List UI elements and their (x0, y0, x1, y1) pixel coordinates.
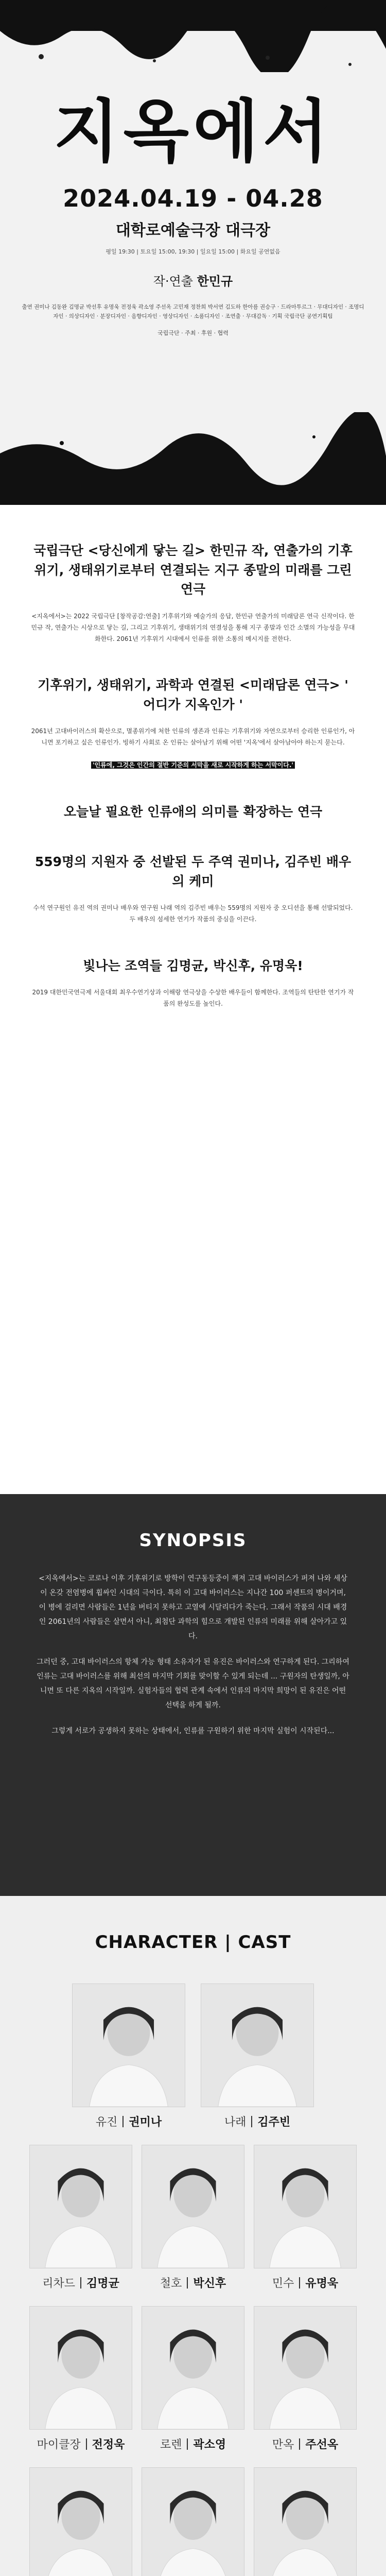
cast-role: 민수 (272, 2277, 294, 2290)
cast-separator (299, 2277, 300, 2289)
intro-body-2: 2061년 고대바이러스의 확산으로, 멸종위기에 처한 인류의 생존과 인류는 기후위기와 자연으로부터 승리한 인류인가, 아니면 포기하고 싶은 인류인가. 빙하기 사회로 온 인류는 살아남기 위해 어떤 '지옥'에서 살아남아야 하는지 묻는다. (31, 727, 355, 747)
cast-row (0, 2145, 386, 2291)
cast-photo (72, 1984, 185, 2107)
show-schedule: 평일 19:30 | 토요일 15:00, 19:30 | 일요일 15:00 | 화요일 공연없음 (106, 248, 280, 255)
cast-photo (29, 2145, 132, 2268)
portrait-placeholder-icon (254, 2307, 356, 2429)
portrait-placeholder-icon (30, 2307, 132, 2429)
cast-role: 리차드 (42, 2277, 75, 2290)
cast-photo (29, 2306, 132, 2430)
synopsis-section (0, 1494, 386, 1896)
cast-row (0, 2306, 386, 2452)
cast-separator (122, 2116, 124, 2127)
hero-credits: 출연 권미나 김동완 김명균 박선후 유명욱 전정욱 곽소영 주선옥 고민재 정찬희 박서연 김도하 한아름 권승구 · 드라마투르그 · 무대디자인 · 조명디자인 · 의상디자인 · 분장디자인 · 음향디자인 · 영상디자인 · 소품디자인 · 조연출 · 무대감독 · 기획 국립극단 공연기획팀 (22, 304, 364, 320)
cast-label (142, 2275, 244, 2291)
intro-body-5: 2019 대한민국연극제 서울대회 최우수연기상과 이해랑 연극상을 수상한 배우들이 함께한다. 조역들의 탄탄한 연기가 작품의 완성도를 높인다. (32, 989, 354, 1008)
cast-photo (29, 2467, 132, 2576)
portrait-placeholder-icon (142, 2145, 244, 2268)
director-line (0, 271, 386, 289)
cast-actor: 주선옥 (305, 2438, 339, 2451)
cast-role: 나래 (224, 2116, 247, 2129)
portrait-placeholder-icon (254, 2468, 356, 2576)
cast-card (201, 1984, 314, 2129)
cast-photo (142, 2306, 244, 2430)
portrait-placeholder-icon (142, 2307, 244, 2429)
cast-actor: 박신후 (193, 2277, 226, 2290)
intro-quote-highlight: '인류에, 그것은 인간의 절반 기준의 서막을 새로 시작하게 하는 서막이다.' (91, 761, 295, 769)
grunge-bottom-decoration (0, 412, 386, 505)
cast-card (142, 2145, 244, 2291)
portrait-placeholder-icon (73, 1984, 185, 2107)
cast-actor: 유명욱 (305, 2277, 339, 2290)
cast-photo (201, 1984, 314, 2107)
cast-card (254, 2467, 357, 2576)
cast-photo (254, 2306, 357, 2430)
cast-label (29, 2275, 132, 2291)
cast-photo (142, 2467, 244, 2576)
cast-separator (80, 2277, 81, 2289)
intro-block-3 (0, 802, 386, 822)
synopsis-paragraph-1: <지옥에서>는 코로나 이후 기후위기로 방학이 연구동등중이 깨져 고대 바이러스가 퍼져 나와 세상이 온갖 전염병에 휩싸인 시대의 극이다. 특히 이 고대 바이러스는 지나간 100 퍼센트의 병이거며, 이 병에 걸리면 사람들은 1년을 버티지 못하고 고열에 시달리다가 죽는다. 그래서 작품의 시대 배경인 2061년의 사람들은 살면서 아니, 최첨단 과학의 힘으로 개발된 인류의 미래를 위해 살아가고 있다. (39, 1574, 347, 1640)
intro-body-1: <지옥에서>는 2022 국립극단 [창작공감:연출] 기후위기와 예술가의 응답, 한민규 연출가의 미래담론 연극 신작이다. 한민규 작, 연출가는 시상으로 닿는 길, 그리고 기후위기, 생태위기의 연결성을 통해 지구 종말과 인간 소멸의 가능성을 무대화한다. 2061년 기후위기 시대에서 인류를 위한 소통의 메시지를 전한다. (31, 612, 355, 642)
hero-section (0, 0, 386, 505)
cast-card (142, 2306, 244, 2452)
synopsis-paragraph-2: 그러던 중, 고대 바이러스의 항체 가능 형태 소유자가 된 유진은 바이러스와 연구하게 된다. 그리하여 인류는 고대 바이러스를 위해 최선의 마지막 기회를 맞이할 수 있게 되는데 ... 구원자의 탄생일까, 아니면 또 다른 지옥의 시작일까. 실험자들의 협력 관계 속에서 인류의 마지막 희망이 된 유진은 어떤 선택을 하게 될까. (37, 1658, 349, 1709)
cast-card (29, 2467, 132, 2576)
synopsis-text (36, 1571, 350, 1738)
cast-actor: 권미나 (129, 2116, 162, 2129)
cast-actor: 김주빈 (257, 2116, 291, 2129)
cast-role: 로렌 (160, 2438, 182, 2451)
cast-label (29, 2436, 132, 2452)
show-dates: 2024.04.19 - 04.28 (63, 184, 323, 212)
cast-separator (187, 2277, 188, 2289)
synopsis-title: SYNOPSIS (139, 1530, 247, 1551)
cast-actor: 곽소영 (193, 2438, 226, 2451)
intro-block-2 (0, 675, 386, 771)
synopsis-paragraph-3: 그렇게 서로가 공생하지 못하는 상태에서, 인류를 구원하기 위한 마지막 실험이 시작된다... (51, 1727, 335, 1735)
cast-role: 유진 (95, 2116, 118, 2129)
cast-separator (299, 2438, 300, 2450)
hero-logos: 국립극단 · 주최 · 후원 · 협력 (157, 329, 229, 336)
cast-role: 철호 (160, 2277, 182, 2290)
show-title: 지옥에서 (53, 92, 333, 172)
intro-heading-4: 559명의 지원자 중 선발된 두 주역 권미나, 김주빈 배우의 케미 (34, 854, 352, 889)
show-venue: 대학로예술극장 대극장 (115, 222, 271, 240)
cast-card (29, 2145, 132, 2291)
cast-label (201, 2113, 314, 2129)
intro-heading-1: 국립극단 <당신에게 닿는 길> 한민규 작, 연출가의 기후위기, 생태위기로부터 연결되는 지구 종말의 미래를 그린 연극 (33, 543, 353, 597)
cast-card (254, 2306, 357, 2452)
intro-heading-3: 오늘날 필요한 인류애의 의미를 확장하는 연극 (63, 804, 323, 819)
cast-label (72, 2113, 185, 2129)
cast-card (72, 1984, 185, 2129)
cast-photo (254, 2467, 357, 2576)
cast-separator (86, 2438, 87, 2450)
intro-section (0, 505, 386, 1494)
cast-label (254, 2436, 357, 2452)
portrait-placeholder-icon (142, 2468, 244, 2576)
intro-body-4: 수석 연구원인 유진 역의 권미나 배우와 연구원 나래 역의 김주빈 배우는 559명의 지원자 중 오디션을 통해 선발되었다. 두 배우의 섬세한 연기가 작품의 중심을 이끈다. (33, 904, 353, 923)
cast-separator (251, 2116, 252, 2127)
intro-heading-2: 기후위기, 생태위기, 과학과 연결된 <미래담론 연극> ' 어디가 지옥인가 ' (38, 677, 348, 712)
cast-actor: 김명균 (86, 2277, 119, 2290)
grunge-top-decoration (0, 0, 386, 72)
cast-photo (254, 2145, 357, 2268)
intro-block-5 (0, 956, 386, 1010)
portrait-placeholder-icon (30, 2145, 132, 2268)
cast-role: 만옥 (272, 2438, 294, 2451)
portrait-placeholder-icon (254, 2145, 356, 2268)
director-label: 작·연출 (153, 274, 193, 289)
portrait-placeholder-icon (30, 2468, 132, 2576)
intro-heading-5: 빛나는 조역들 김명균, 박신후, 유명욱! (83, 958, 303, 973)
cast-separator (187, 2438, 188, 2450)
cast-card (142, 2467, 244, 2576)
intro-block-4 (0, 852, 386, 925)
cast-grid (0, 1984, 386, 2576)
director-name: 한민규 (197, 274, 233, 289)
cast-label (254, 2275, 357, 2291)
cast-row (0, 1984, 386, 2129)
cast-photo (142, 2145, 244, 2268)
cast-card (254, 2145, 357, 2291)
portrait-placeholder-icon (201, 1984, 313, 2107)
intro-block-1 (0, 541, 386, 645)
cast-card (29, 2306, 132, 2452)
cast-actor: 전정욱 (92, 2438, 125, 2451)
cast-label (142, 2436, 244, 2452)
character-title: CHARACTER | CAST (95, 1932, 291, 1953)
cast-row (0, 2467, 386, 2576)
intro-quote-2 (31, 759, 355, 771)
character-section (0, 1896, 386, 2576)
cast-role: 마이클장 (37, 2438, 81, 2451)
